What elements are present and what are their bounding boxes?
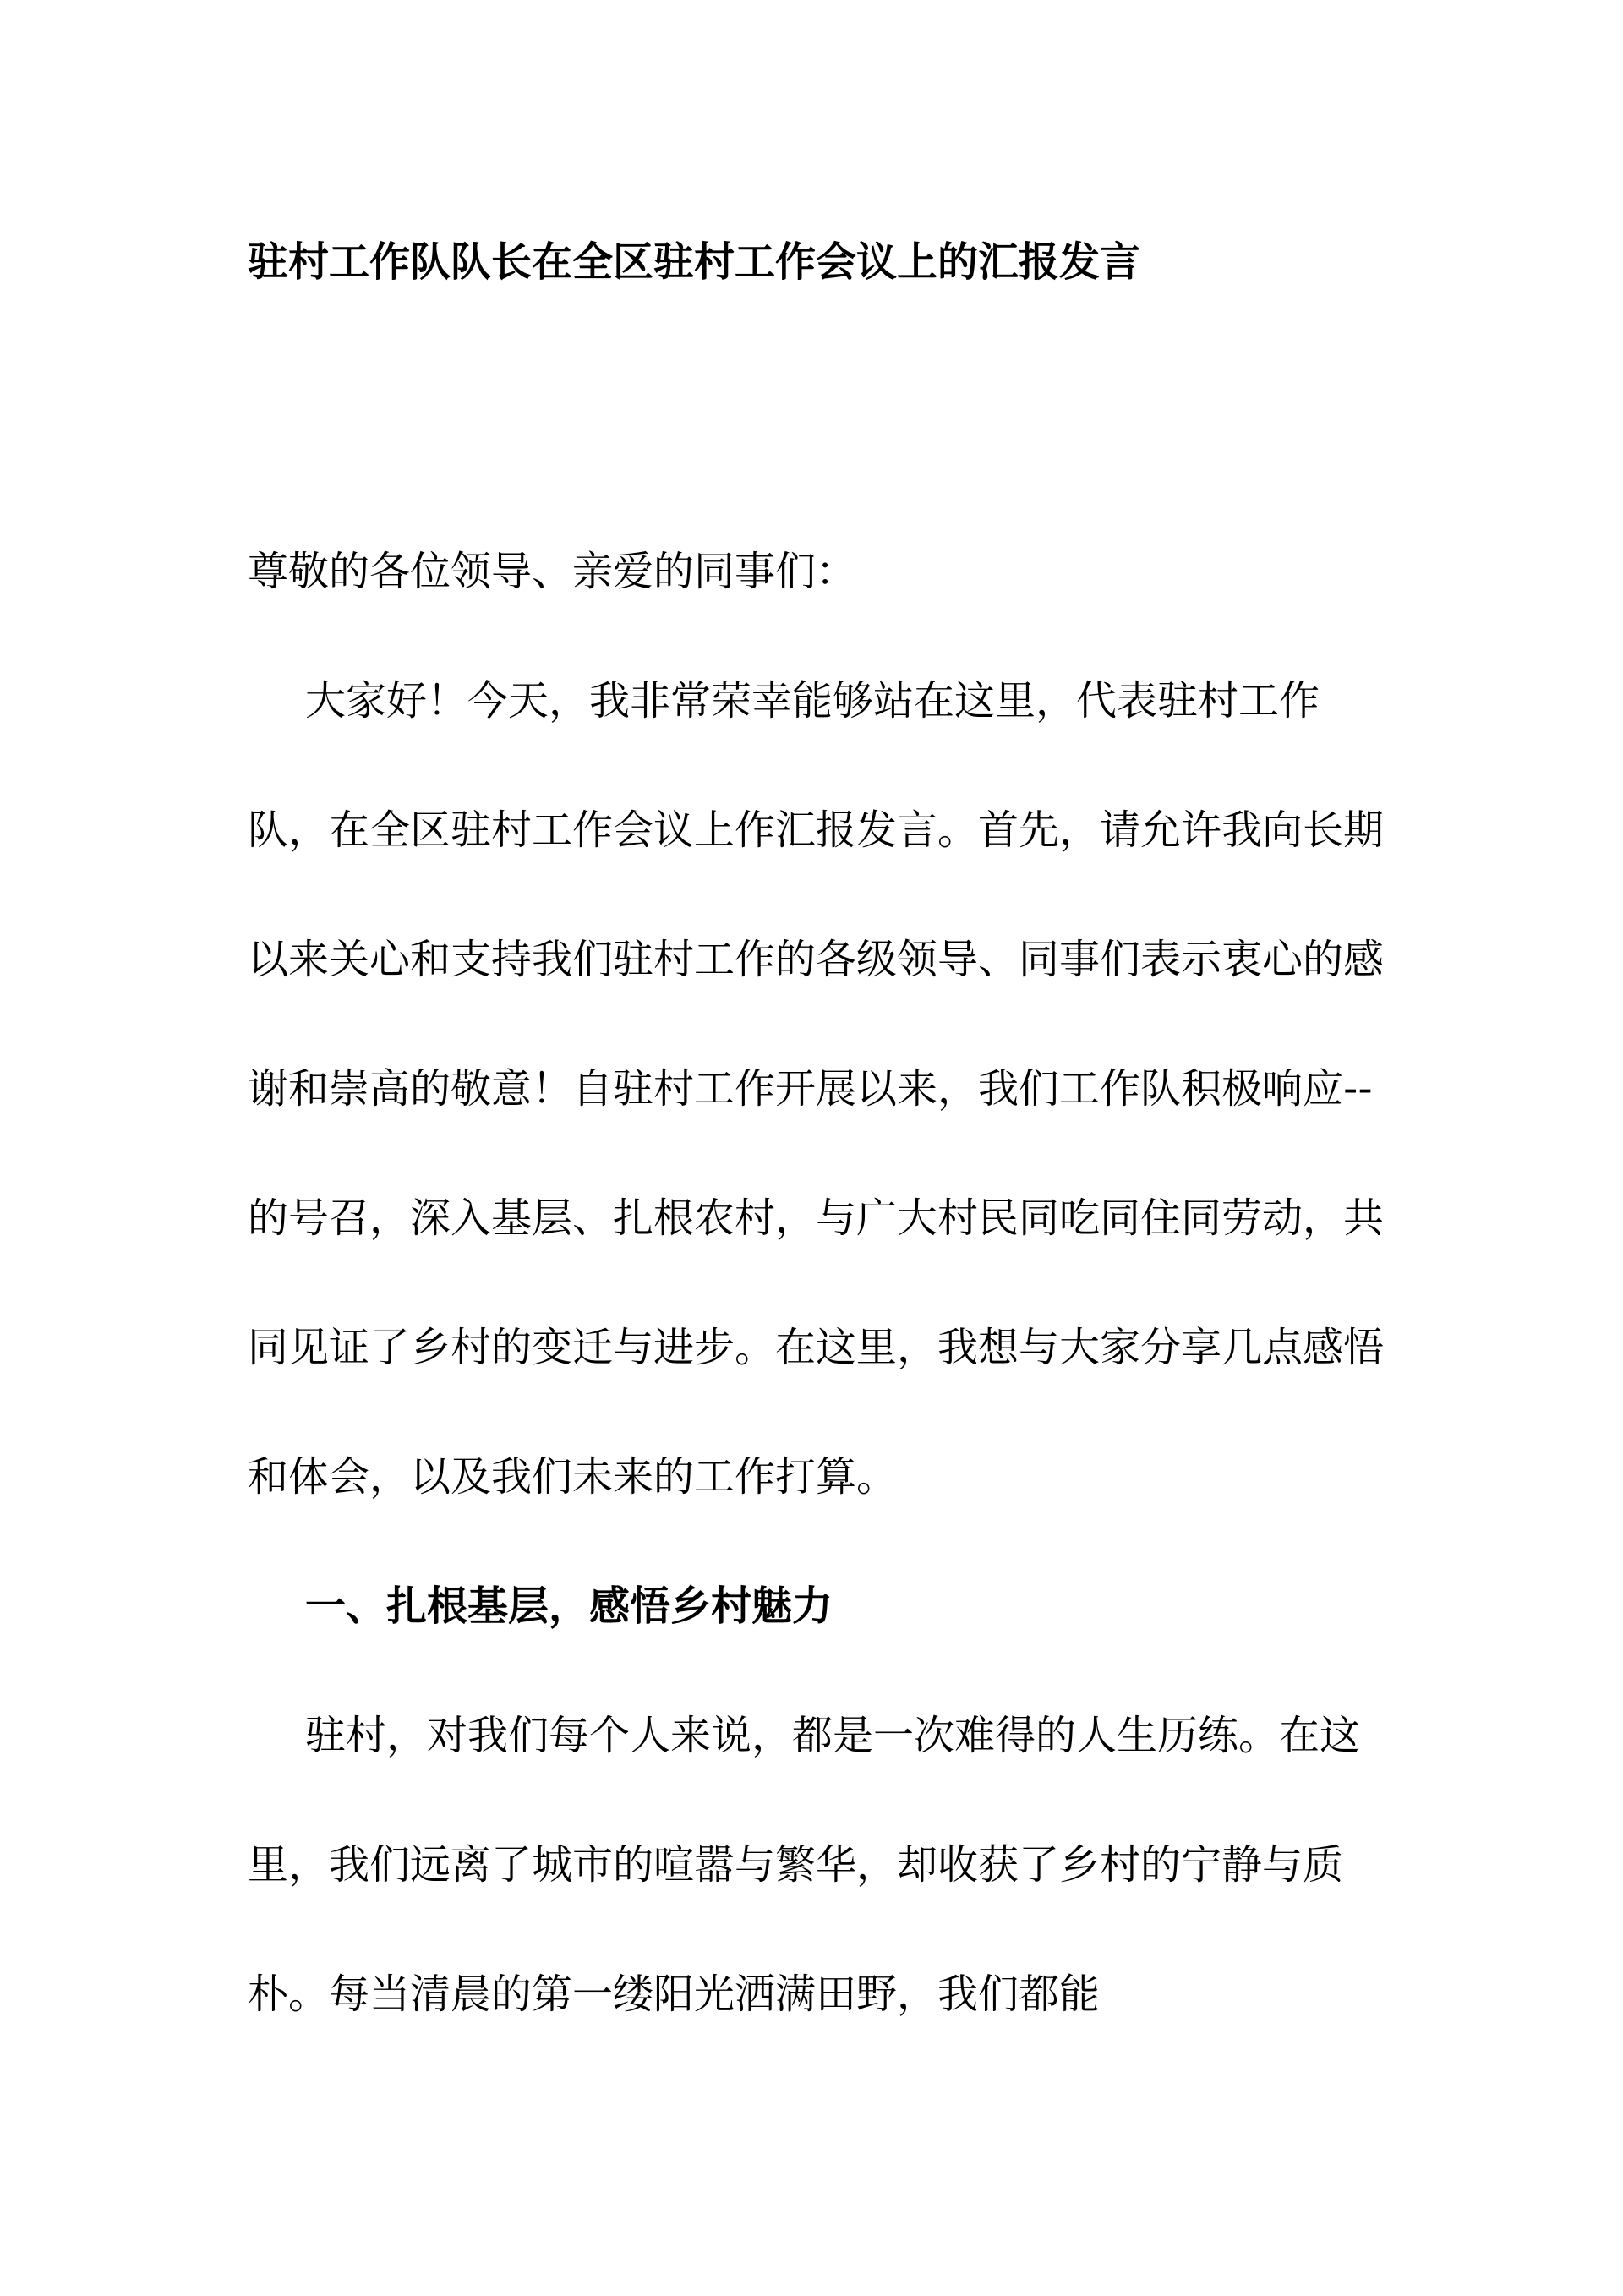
paragraph-intro: 大家好！今天，我非常荣幸能够站在这里，代表驻村工作队，在全区驻村工作会议上作汇报发言。首先，请允许我向长期以来关心和支持我们驻村工作的各级领导、同事们表示衷心的感谢和崇高的敬意！自驻村工作开展以来，我们工作队积极响应--的号召，深入基层、扎根农村，与广大村民同吃同住同劳动，共同见证了乡村的变迁与进步。在这里，我想与大家分享几点感悟和体会，以及我们未来的工作打算。 [248,677,1385,1501]
document-body [248,507,1389,2059]
document-title: 驻村工作队队长在全区驻村工作会议上的汇报发言 [248,238,1141,286]
section-heading: 一、扎根基层，感悟乡村魅力 [305,1583,833,1630]
paragraph-section-one: 驻村，对我们每个人来说，都是一次难得的人生历练。在这里，我们远离了城市的喧嚣与繁华，却收获了乡村的宁静与质朴。每当清晨的第一缕阳光洒满田野，我们都能 [248,1712,1361,2018]
salutation: 尊敬的各位领导、亲爱的同事们： [248,548,857,595]
